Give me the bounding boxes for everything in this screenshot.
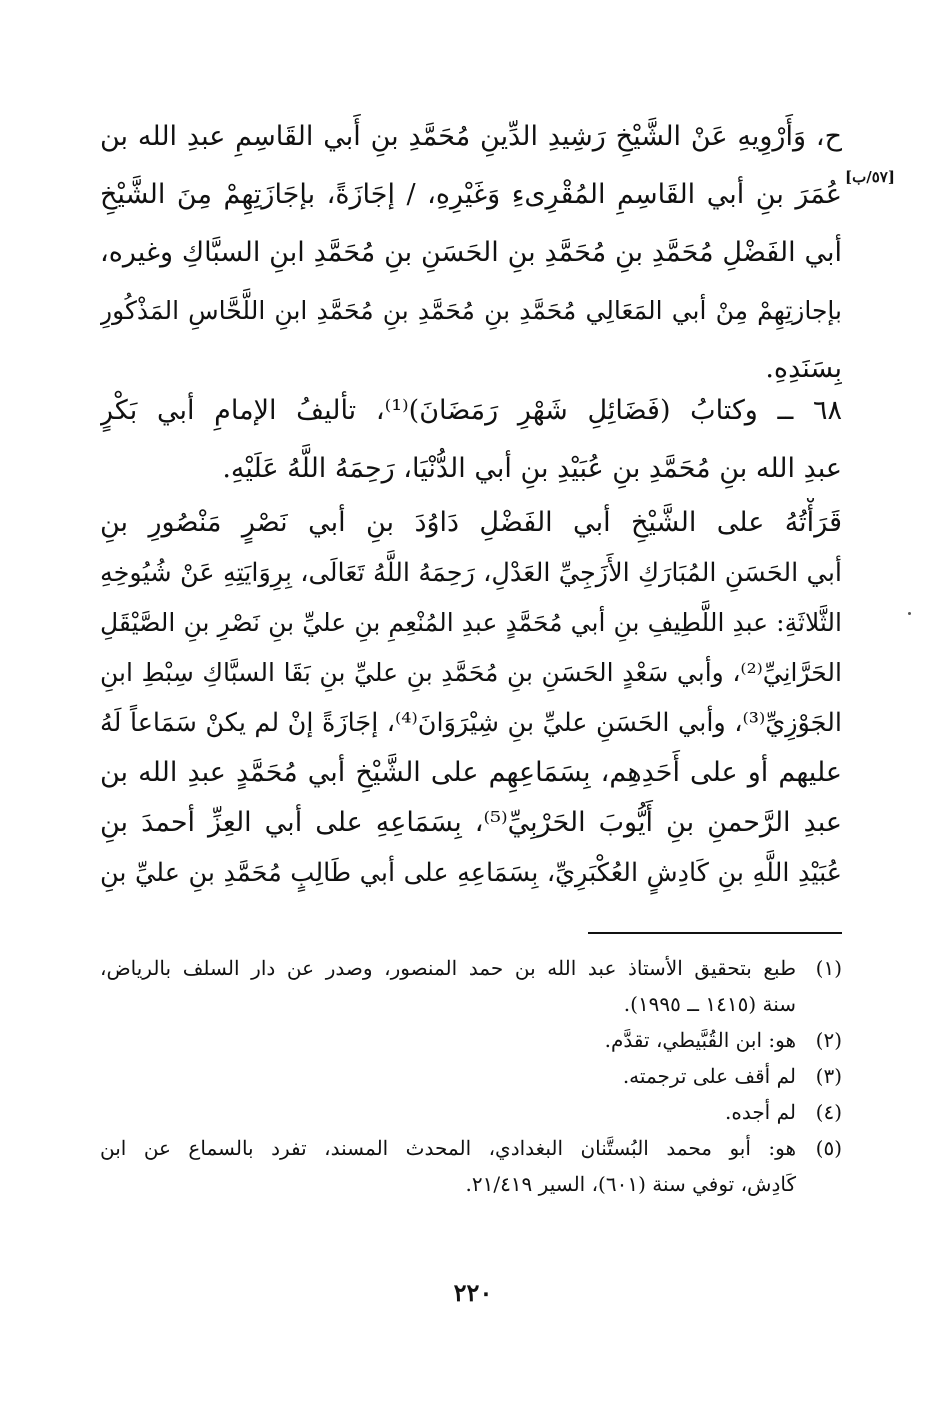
text-line: الحَرَّانِيِّ⁽²⁾، وأبي سَعْدٍ الحَسَنِ بنِ مُحَمَّدِ بنِ عليِّ بنِ بَقَا السبَّاكِ سِبْطِ ابنِ <box>100 658 842 687</box>
text-line: عُبَيْدِ اللَّهِ بنِ كَادِشٍ العُكْبَرِيِّ، بِسَمَاعِهِ على أبي طَالِبٍ مُحَمَّدِ بنِ عليِّ بنِ <box>100 858 842 888</box>
footnote-1 <box>100 950 842 1022</box>
footnote-3 <box>100 1058 842 1094</box>
speck-mark <box>908 612 911 615</box>
text-line: عليهم أو على أَحَدِهِم، بِسَمَاعِهِم على الشَّيْخِ أبي مُحَمَّدٍ عبدِ الله بن <box>100 757 842 788</box>
footnote-separator <box>588 932 842 934</box>
text-line: أبي الفَضْلِ مُحَمَّدِ بنِ مُحَمَّدِ بنِ الحَسَنِ بنِ مُحَمَّدِ ابنِ السبَّاكِ وغيره، <box>100 237 842 268</box>
footnote-line: هو: أبو محمد البُستَّنان البغدادي، المحدث المسند، تفرد بالسماع عن ابن <box>100 1136 796 1160</box>
footnote-body <box>100 1022 796 1058</box>
footnote-line: سنة (١٤١٥ ــ ١٩٩٥). <box>623 992 796 1016</box>
text-line: عبدِ الله بنِ مُحَمَّدِ بنِ عُبَيْدِ بنِ أبي الدُّنْيَا، رَحِمَهُ اللَّهُ عَلَيْهِ. <box>222 453 842 484</box>
footnote-line: كَادِش، توفي سنة (٦٠١)، السير ٢١/٤١٩. <box>465 1172 796 1196</box>
paragraph-1 <box>100 108 842 398</box>
paragraph-2-entry-68 <box>100 382 842 498</box>
text-line: الجَوْزِيِّ⁽³⁾، وأبي الحَسَنِ عليِّ بنِ شِيْرَوَانَ⁽⁴⁾، إجَازَةً إنْ لم يكنْ سَمَاعاً لَهُ <box>100 708 842 738</box>
footnote-number: (٤) <box>815 1100 842 1124</box>
footnote-4 <box>100 1094 842 1130</box>
footnotes <box>100 950 842 1202</box>
text-line: ٦٨ ــ وكتابُ (فَضَائِلِ شَهْرِ رَمَضَانَ)⁽¹⁾، تأليفُ الإمامِ أبي بَكْرٍ <box>100 395 842 426</box>
footnote-5 <box>100 1130 842 1202</box>
footnote-number: (٢) <box>815 1028 842 1052</box>
text-line: أبي الحَسَنِ المُبَارَكِ الأَزَجِيِّ العَدْلِ، رَحِمَهُ اللَّهُ تَعَالَى، بِرِوَايَتِهِ عَنْ شُيُوخِهِ <box>100 558 842 588</box>
page-number: ٢٢٠ <box>453 1278 493 1307</box>
footnote-line: لم أقف على ترجمته. <box>622 1064 796 1088</box>
footnote-2 <box>100 1022 842 1058</box>
text-line: عُمَرَ بنِ أبي القَاسِمِ المُقْرِىءِ وَغَيْرِهِ، / إجَازَةً، بإجَازَتِهِمْ مِنَ الشَّيْخِ <box>100 179 842 210</box>
footnote-body <box>100 1058 796 1094</box>
text-line: عبدِ الرَّحمنِ بنِ أَيُّوبَ الحَرْبِيِّ⁽⁵⁾، بِسَمَاعِهِ على أبي العِزِّ أحمدَ بنِ <box>100 807 842 838</box>
folio-margin-note: [٥٧/ب] <box>845 168 895 186</box>
footnote-body <box>100 1130 796 1202</box>
footnote-line: هو: ابن القُبَّيطي، تقدَّم. <box>604 1028 796 1052</box>
text-line: ح، وَأَرْوِيهِ عَنْ الشَّيْخِ رَشِيدِ الدِّينِ مُحَمَّدِ بنِ أَبي القَاسِمِ عبدِ الله بن <box>100 121 842 152</box>
text-line: بِسَنَدِهِ. <box>765 353 842 384</box>
footnote-body <box>100 950 796 1022</box>
footnote-number: (١) <box>815 956 842 980</box>
footnote-line: طبع بتحقيق الأستاذ عبد الله بن حمد المنصور، وصدر عن دار السلف بالرياض، <box>100 956 796 980</box>
text-line: بإجازتِهِمْ مِنْ أبي المَعَالِي مُحَمَّدِ بنِ مُحَمَّدِ بنِ مُحَمَّدِ ابنِ اللَّحَّاسِ المَذْكُورِ <box>100 296 842 325</box>
footnote-number: (٣) <box>815 1064 842 1088</box>
footnote-line: لم أجده. <box>724 1100 796 1124</box>
footnote-body <box>100 1094 796 1130</box>
footnote-number: (٥) <box>815 1136 842 1160</box>
text-line: قَرَأْتُهُ على الشَّيْخِ أبي الفَضْلِ دَاوُدَ بنِ أبي نَصْرٍ مَنْصُورِ بنِ <box>100 507 842 538</box>
paragraph-3 <box>100 498 842 898</box>
text-line: الثَّلاثَةِ: عبدِ اللَّطِيفِ بنِ أبي مُحَمَّدٍ عبدِ المُنْعِمِ بنِ عليِّ بنِ نَصْرِ بنِ الصَّيْقَلِ <box>100 608 842 637</box>
